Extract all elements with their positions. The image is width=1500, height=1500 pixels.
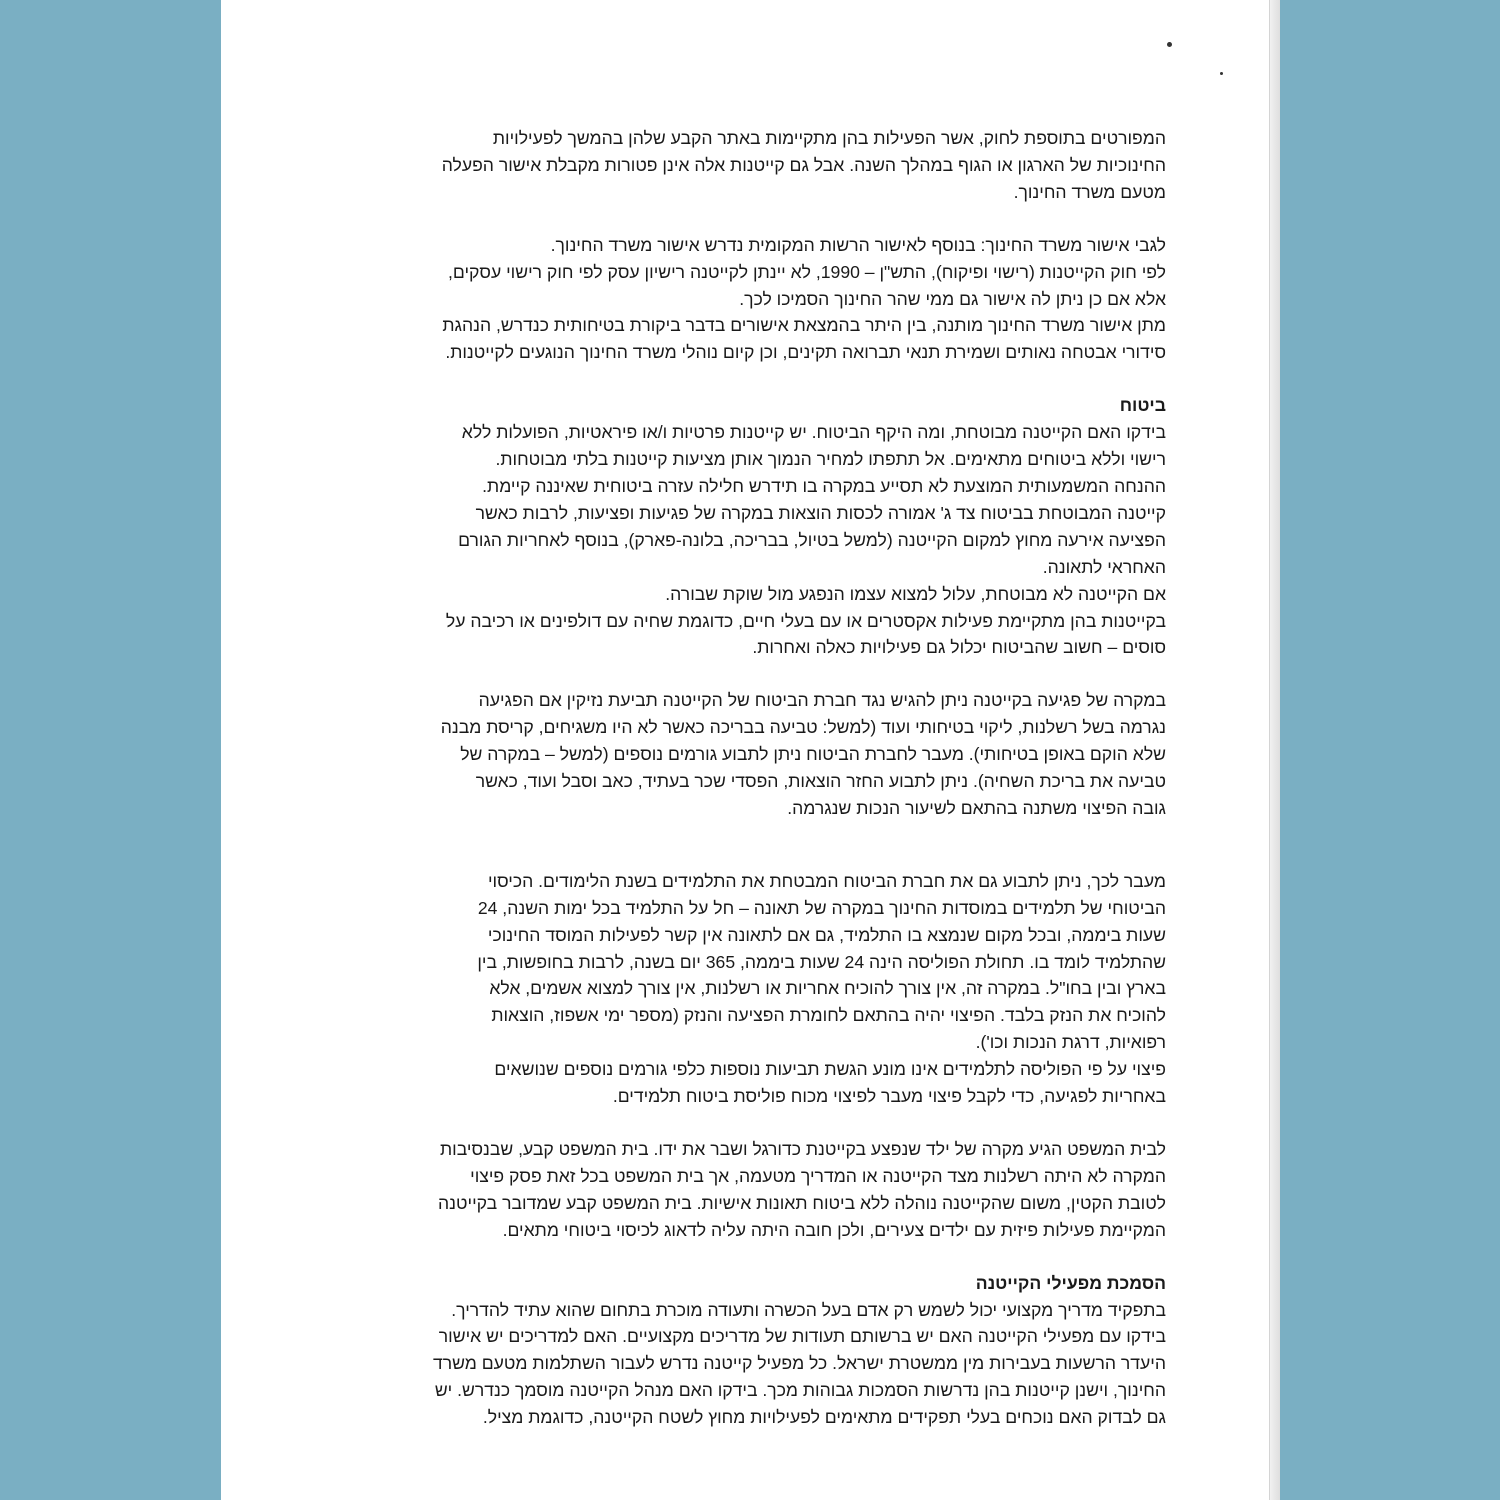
text-line: אם הקייטנה לא מבוטחת, עלול למצוא עצמו הנפגע מול שוקת שבורה. bbox=[665, 583, 1166, 604]
text-line: שעות ביממה, ובכל מקום שנמצא בו התלמיד, גם אם לתאונה אין קשר לפעילות המוסד החינוכי bbox=[487, 924, 1166, 945]
text-line: להוכיח את הנזק בלבד. הפיצוי יהיה בהתאם לחומרת הפציעה והנזק (מספר ימי אשפוז, הוצאות bbox=[491, 1005, 1166, 1026]
text-line: שלא הוקם באופן בטיחותי). מעבר לחברת הביטוח ניתן לתבוע גורמים נוספים (למשל – במקרה של bbox=[460, 744, 1166, 765]
text-line: גם לבדוק האם נוכחים בעלי תפקידים מתאימים לפעילויות מחוץ לשטח הקייטנה, כדוגמת מציל. bbox=[482, 1407, 1166, 1428]
text-line: נגרמה בשל רשלנות, ליקוי בטיחותי ועוד (למשל: טביעה בבריכה כאשר לא היו משגיחים, קריסת מבנה bbox=[440, 717, 1166, 738]
insurance-heading: ביטוח bbox=[1119, 395, 1166, 416]
text-line: ההנחה המשמעותית המוצעת לא תסייע במקרה בו תידרש חלילה עזרה ביטוחית שאיננה קיימת. bbox=[482, 475, 1166, 496]
text-line: פיצוי על פי הפוליסה לתלמידים אינו מונע הגשת תביעות נוספות כלפי גורמים נוספים שנושאים bbox=[494, 1059, 1166, 1080]
text-line: אלא אם כן ניתן לה אישור גם ממי שהר החינוך הסמיכו לכך. bbox=[739, 288, 1166, 309]
injury-paragraph bbox=[300, 687, 1166, 822]
text-line: המקיימת פעילות פיזית עם ילדים צעירים, ולכן חובה היתה עליה לדאוג לכיסוי ביטוחי מתאים. bbox=[502, 1219, 1166, 1240]
approval-paragraph bbox=[300, 232, 1166, 367]
court-paragraph bbox=[300, 1136, 1166, 1244]
text-line: מתן אישור משרד החינוך מותנה, בין היתר בהמצאת אישורים בדבר ביקורת בטיחותית כנדרש, הנהגת bbox=[442, 315, 1166, 336]
students-paragraph bbox=[300, 868, 1166, 1110]
intro-paragraph bbox=[300, 125, 1166, 206]
text-line: מעבר לכך, ניתן לתבוע גם את חברת הביטוח המבטחת את התלמידים בשנת הלימודים. הכיסוי bbox=[487, 870, 1166, 891]
scan-speck bbox=[1220, 72, 1223, 75]
text-line: הפציעה אירעה מחוץ למקום הקייטנה (למשל בטיול, בבריכה, בלונה-פארק), בנוסף לאחריות הגורם bbox=[458, 529, 1166, 550]
text-line: בתפקיד מדריך מקצועי יכול לשמש רק אדם בעל הכשרה ותעודה מוכרת בתחום שהוא עתיד להדריך. bbox=[451, 1299, 1166, 1320]
text-line: האחראי לתאונה. bbox=[1042, 556, 1166, 577]
text-line: טביעה את בריכת השחיה). ניתן לתבוע החזר הוצאות, הפסדי שכר בעתיד, כאב וסבל ועוד, כאשר bbox=[475, 771, 1166, 792]
text-line: סוסים – חשוב שהביטוח יכלול גם פעילויות כאלה ואחרות. bbox=[752, 637, 1166, 658]
text-line: המקרה לא היתה רשלנות מצד הקייטנה או המדריך מטעמה, אך בית המשפט בכל זאת פסק פיצוי bbox=[470, 1165, 1166, 1186]
text-line: רפואיות, דרגת הנכות וכו'). bbox=[975, 1032, 1166, 1053]
page-edge bbox=[1269, 0, 1280, 1500]
text-line: לטובת הקטין, משום שהקייטנה נוהלה ללא ביטוח תאונות אישיות. בית המשפט קבע שמדובר בקייטנה bbox=[438, 1192, 1166, 1213]
text-line: בידקו האם הקייטנה מבוטחת, ומה היקף הביטוח. יש קייטנות פרטיות ו/או פיראטיות, הפועלות ללא bbox=[461, 422, 1166, 443]
text-line: בארץ ובין בחו"ל. במקרה זה, אין צורך להוכיח אחריות או רשלנות, אין צורך למצוא אשמים, אלא bbox=[489, 978, 1166, 999]
text-line: שהתלמיד לומד בו. תחולת הפוליסה הינה 24 שעות ביממה, 365 יום בשנה, לרבות בחופשות, בין bbox=[477, 951, 1166, 972]
text-line: מטעם משרד החינוך. bbox=[1013, 181, 1166, 202]
text-line: סידורי אבטחה נאותים ושמירת תנאי תברואה תקינים, וכן קיום נוהלי משרד החינוך הנוגעים לקייטנות. bbox=[445, 342, 1166, 363]
staff-paragraph bbox=[300, 1297, 1166, 1432]
staff-heading: הסמכת מפעילי הקייטנה bbox=[975, 1272, 1166, 1293]
insurance-paragraph bbox=[300, 419, 1166, 661]
text-line: במקרה של פגיעה בקייטנה ניתן להגיש נגד חברת הביטוח של הקייטנה תביעת נזיקין אם הפגיעה bbox=[478, 690, 1166, 711]
text-line: החינוך, וישנן קייטנות בהן נדרשות הסמכות גבוהות מכך. בידקו האם מנהל הקייטנה מוסמך כנדרש. יש bbox=[434, 1380, 1166, 1401]
text-line: המפורטים בתוספת לחוק, אשר הפעילות בהן מתקיימות באתר הקבע שלהן בהמשך לפעילויות bbox=[492, 128, 1166, 148]
text-line: בקייטנות בהן מתקיימת פעילות אקסטרים או עם בעלי חיים, כדוגמת שחיה עם דולפינים או רכיבה על bbox=[445, 610, 1166, 631]
text-line: באחריות לפגיעה, כדי לקבל פיצוי מעבר לפיצוי מכוח פוליסת ביטוח תלמידים. bbox=[612, 1086, 1166, 1107]
text-line: לפי חוק הקייטנות (רישוי ופיקוח), התש"ן – 1990, לא יינתן לקייטנה רישיון עסק לפי חוק רישוי עסקים, bbox=[448, 261, 1166, 282]
text-line: רישוי וללא ביטוחים מתאימים. אל תתפתו למחיר הנמוך אותן מציעות קייטנות בלתי מבוטחות. bbox=[495, 449, 1166, 470]
text-line: לגבי אישור משרד החינוך: בנוסף לאישור הרשות המקומית נדרש אישור משרד החינוך. bbox=[550, 234, 1166, 255]
text-line: לבית המשפט הגיע מקרה של ילד שנפצע בקייטנת כדורגל ושבר את ידו. בית המשפט קבע, שבנסיבות bbox=[440, 1139, 1166, 1159]
text-line: בידקו עם מפעילי הקייטנה האם יש ברשותם תעודות של מדריכים מקצועיים. האם למדריכים יש אישור bbox=[438, 1326, 1166, 1347]
text-line: היעדר הרשעות בעבירות מין ממשטרת ישראל. כל מפעיל קייטנה נדרש לעבור השתלמות מטעם משרד bbox=[432, 1353, 1166, 1374]
scan-speck bbox=[1167, 42, 1172, 47]
text-line: החינוכיות של הארגון או הגוף במהלך השנה. אבל גם קייטנות אלה אינן פטורות מקבלת אישור הפעלה bbox=[441, 154, 1166, 175]
text-line: גובה הפיצוי משתנה בהתאם לשיעור הנכות שנגרמה. bbox=[787, 797, 1166, 818]
text-line: קייטנה המבוטחת בביטוח צד ג' אמורה לכסות הוצאות במקרה של פגיעות ופציעות, לרבות כאשר bbox=[475, 502, 1166, 523]
document-text bbox=[300, 125, 1166, 1431]
text-line: הביטוחי של תלמידים במוסדות החינוך במקרה של תאונה – חל על התלמיד בכל ימות השנה, 24 bbox=[477, 897, 1166, 918]
